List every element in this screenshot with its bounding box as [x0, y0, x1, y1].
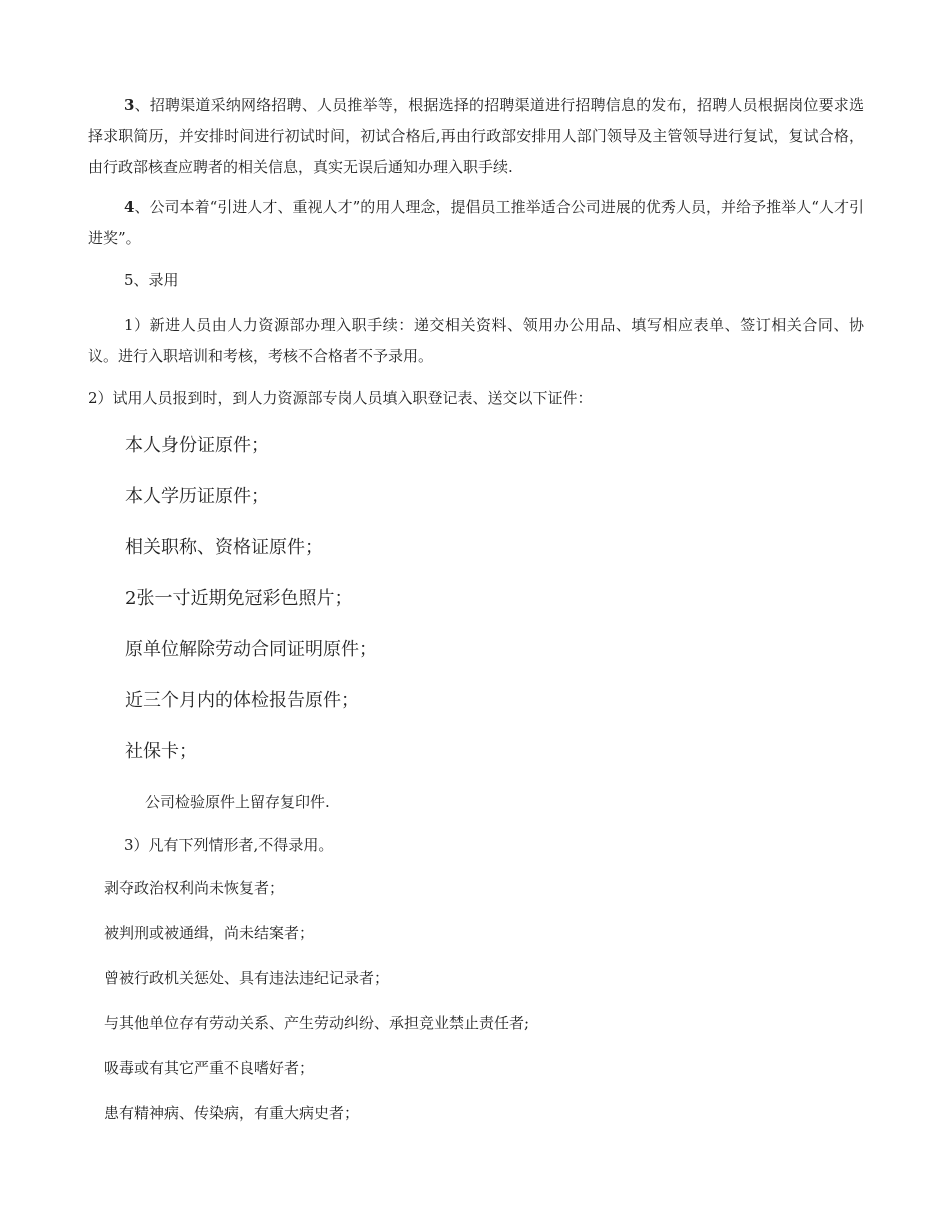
document-item: 本人学历证原件；	[125, 486, 269, 507]
document-item: 原单位解除劳动合同证明原件；	[125, 639, 377, 660]
paragraph-number: 3	[124, 96, 135, 114]
paragraph-text: 、公司本着“引进人才、重视人才”的用人理念，提倡员工推举适合公司进展的优秀人员，并给予推举人“人才引进奖”。	[88, 198, 864, 247]
paragraph-text: 、招聘渠道采纳网络招聘、人员推举等，根据选择的招聘渠道进行招聘信息的发布，招聘人员根据岗位要求选择求职简历，并安排时间进行初试时间，初试合格后,再由行政部安排用人部门领导及主管领导进行复试，复试合格，由行政部核查应聘者的相关信息，真实无误后通知办理入职手续.	[88, 96, 864, 176]
document-item: 社保卡；	[125, 741, 197, 762]
exclusion-item: 被判刑或被通缉，尚未结案者；	[104, 924, 315, 942]
document-item: 近三个月内的体检报告原件；	[125, 690, 359, 711]
paragraph-exclusions-heading: 3）凡有下列情形者,不得录用。	[124, 836, 334, 854]
document-item: 本人身份证原件；	[125, 435, 269, 456]
paragraph-onboarding: 1）新进人员由人力资源部办理入职手续：递交相关资料、领用办公用品、填写相应表单、签订相关合同、协议。进行入职培训和考核，考核不合格者不予录用。	[88, 316, 864, 365]
exclusion-item: 吸毒或有其它严重不良嗜好者；	[104, 1059, 315, 1077]
paragraph-talent-referral	[88, 192, 864, 254]
exclusion-item: 曾被行政机关惩处、具有违法违纪记录者；	[104, 969, 390, 987]
document-item: 2张一寸近期免冠彩色照片；	[125, 588, 353, 609]
section-heading-employment: 5、录用	[124, 271, 179, 289]
exclusion-item: 剥夺政治权利尚未恢复者；	[104, 879, 285, 897]
paragraph-probation-documents: 2）试用人员报到时，到人力资源部专岗人员填入职登记表、送交以下证件：	[88, 389, 593, 407]
document-item: 相关职称、资格证原件；	[125, 537, 323, 558]
paragraph-recruitment-channels	[88, 90, 864, 183]
exclusion-item: 与其他单位存有劳动关系、产生劳动纠纷、承担竞业禁止责任者;	[104, 1014, 530, 1032]
exclusion-item: 患有精神病、传染病，有重大病史者；	[104, 1104, 360, 1122]
copy-retention-note: 公司检验原件上留存复印件.	[145, 793, 330, 811]
paragraph-number: 4	[124, 198, 135, 216]
